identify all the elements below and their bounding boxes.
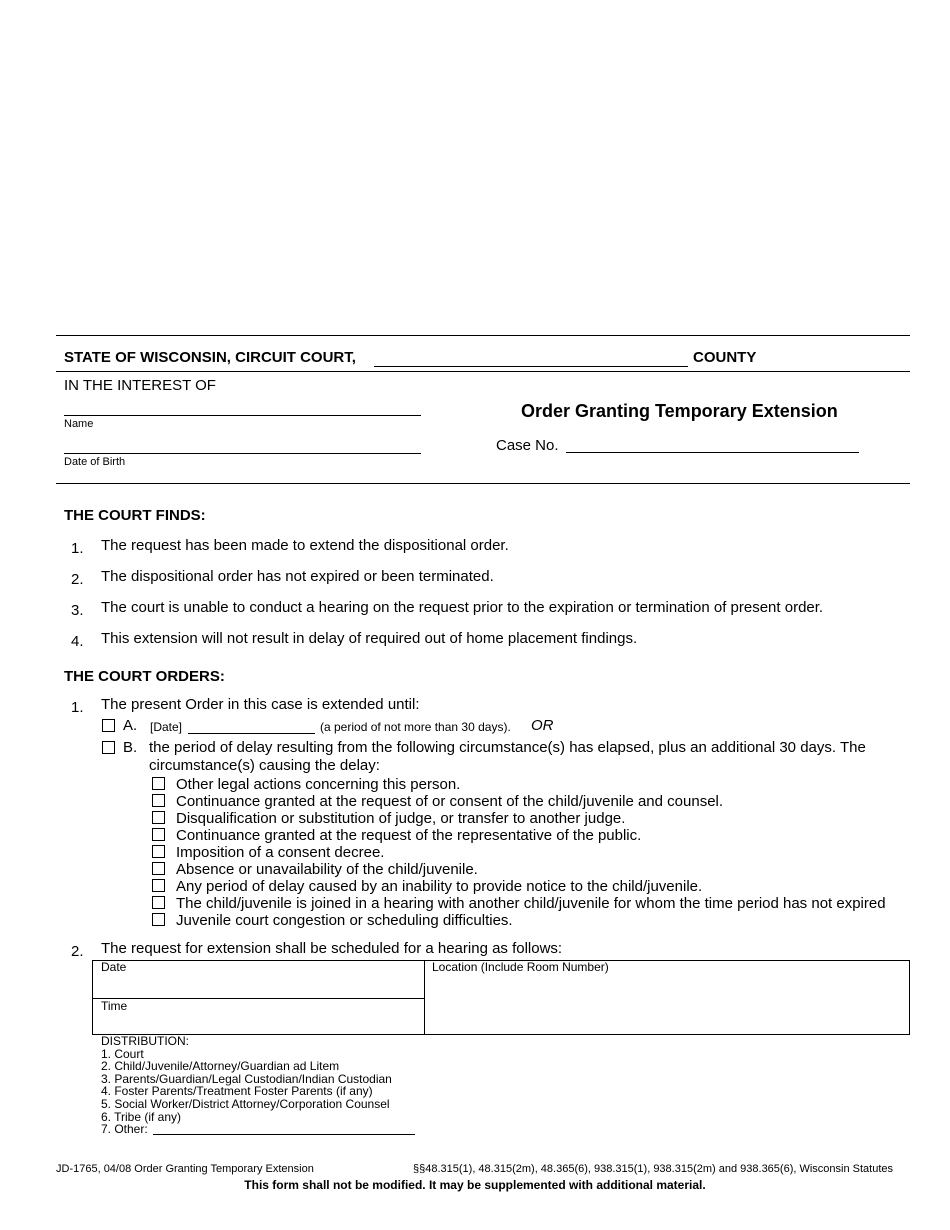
option-b-letter: B.	[123, 739, 138, 756]
circumstance-text: Continuance granted at the request of the representative of the public.	[176, 827, 642, 844]
circumstance-text: Absence or unavailability of the child/juvenile.	[176, 861, 478, 878]
finding-2-number: 2.	[71, 571, 84, 588]
circumstance-text: Continuance granted at the request of or consent of the child/juvenile and counsel.	[176, 793, 724, 810]
hearing-date-time-divider	[92, 998, 425, 999]
option-a-letter: A.	[123, 717, 138, 734]
footer-statutes: §§48.315(1), 48.315(2m), 48.365(6), 938.315(1), 938.315(2m) and 938.365(6), Wisconsin Statutes	[413, 1163, 894, 1175]
header-county-rule	[56, 371, 910, 372]
option-a-or: OR	[531, 717, 554, 734]
option-a-checkbox[interactable]	[102, 719, 115, 732]
finding-2-text: The dispositional order has not expired or been terminated.	[101, 568, 494, 585]
court-finds-heading: THE COURT FINDS:	[64, 507, 206, 524]
circumstance-checkbox[interactable]	[152, 845, 165, 858]
distribution-item: 4. Foster Parents/Treatment Foster Parents (if any)	[101, 1084, 373, 1099]
circumstance-text: Imposition of a consent decree.	[176, 844, 385, 861]
circumstance-checkbox[interactable]	[152, 913, 165, 926]
finding-3-number: 3.	[71, 602, 84, 619]
finding-3-text: The court is unable to conduct a hearing on the request prior to the expiration or termination of present order.	[101, 599, 824, 616]
distribution-item: 3. Parents/Guardian/Legal Custodian/Indian Custodian	[101, 1071, 392, 1086]
distribution-other-field[interactable]	[153, 1134, 415, 1135]
finding-1-number: 1.	[71, 540, 84, 557]
circumstance-checkbox[interactable]	[152, 879, 165, 892]
header-bottom-rule	[56, 483, 910, 484]
finding-1-text: The request has been made to extend the dispositional order.	[101, 537, 509, 554]
distribution-item: 6. Tribe (if any)	[101, 1109, 182, 1124]
state-court-label: STATE OF WISCONSIN, CIRCUIT COURT,	[64, 349, 356, 366]
order-2-text: The request for extension shall be scheduled for a hearing as follows:	[101, 940, 563, 957]
circumstance-checkbox[interactable]	[152, 811, 165, 824]
hearing-date-label: Date	[101, 960, 127, 974]
circumstance-text: Juvenile court congestion or scheduling difficulties.	[176, 912, 513, 929]
dob-label: Date of Birth	[64, 456, 126, 468]
hearing-date-field[interactable]	[93, 975, 423, 997]
county-label: COUNTY	[693, 349, 757, 366]
circumstance-checkbox[interactable]	[152, 862, 165, 875]
distribution-item: 2. Child/Juvenile/Attorney/Guardian ad Litem	[101, 1059, 340, 1074]
distribution-item: 5. Social Worker/District Attorney/Corporation Counsel	[101, 1097, 390, 1111]
circumstance-checkbox[interactable]	[152, 777, 165, 790]
county-field[interactable]	[374, 366, 688, 367]
hearing-time-label: Time	[101, 999, 128, 1013]
circumstance-checkbox[interactable]	[152, 794, 165, 807]
footer-notice: This form shall not be modified. It may be supplemented with additional material.	[244, 1178, 706, 1192]
name-label: Name	[64, 418, 94, 430]
in-interest-of-label: IN THE INTEREST OF	[64, 377, 216, 394]
circumstance-text: Other legal actions concerning this person.	[176, 776, 461, 793]
case-no-field[interactable]	[566, 452, 859, 453]
option-a-date-label: [Date]	[150, 720, 183, 734]
distribution-item: 1. Court	[101, 1046, 144, 1061]
distribution-heading: DISTRIBUTION:	[101, 1034, 190, 1048]
case-no-label: Case No.	[496, 437, 559, 454]
finding-4-text: This extension will not result in delay of required out of home placement findings.	[101, 630, 638, 647]
option-b-checkbox[interactable]	[102, 741, 115, 754]
circumstance-text: Any period of delay caused by an inability to provide notice to the child/juvenile.	[176, 878, 703, 895]
option-b-text-line2: circumstance(s) causing the delay:	[149, 757, 380, 774]
hearing-location-label: Location (Include Room Number)	[432, 960, 609, 974]
dob-field[interactable]	[64, 453, 421, 454]
order-1-text: The present Order in this case is extended until:	[101, 696, 420, 713]
option-a-period-note: (a period of not more than 30 days).	[320, 720, 511, 734]
footer-form-id: JD-1765, 04/08 Order Granting Temporary Extension	[56, 1163, 314, 1175]
form-title: Order Granting Temporary Extension	[521, 401, 838, 421]
order-1-number: 1.	[71, 699, 84, 716]
hearing-time-field[interactable]	[93, 1013, 423, 1033]
distribution-item: 7. Other:	[101, 1122, 148, 1137]
court-orders-heading: THE COURT ORDERS:	[64, 668, 225, 685]
hearing-location-field[interactable]	[426, 975, 908, 1033]
circumstance-text: The child/juvenile is joined in a hearing with another child/juvenile for whom the time period has not expired	[176, 895, 886, 912]
option-a-date-field[interactable]	[188, 733, 315, 734]
finding-4-number: 4.	[71, 633, 84, 650]
circumstance-checkbox[interactable]	[152, 896, 165, 909]
header-top-rule	[56, 335, 910, 336]
circumstance-checkbox[interactable]	[152, 828, 165, 841]
name-field[interactable]	[64, 415, 421, 416]
order-2-number: 2.	[71, 943, 84, 960]
option-b-text-line1: the period of delay resulting from the following circumstance(s) has elapsed, plus an additional 30 days. The	[149, 739, 866, 756]
circumstance-text: Disqualification or substitution of judge, or transfer to another judge.	[176, 810, 626, 827]
